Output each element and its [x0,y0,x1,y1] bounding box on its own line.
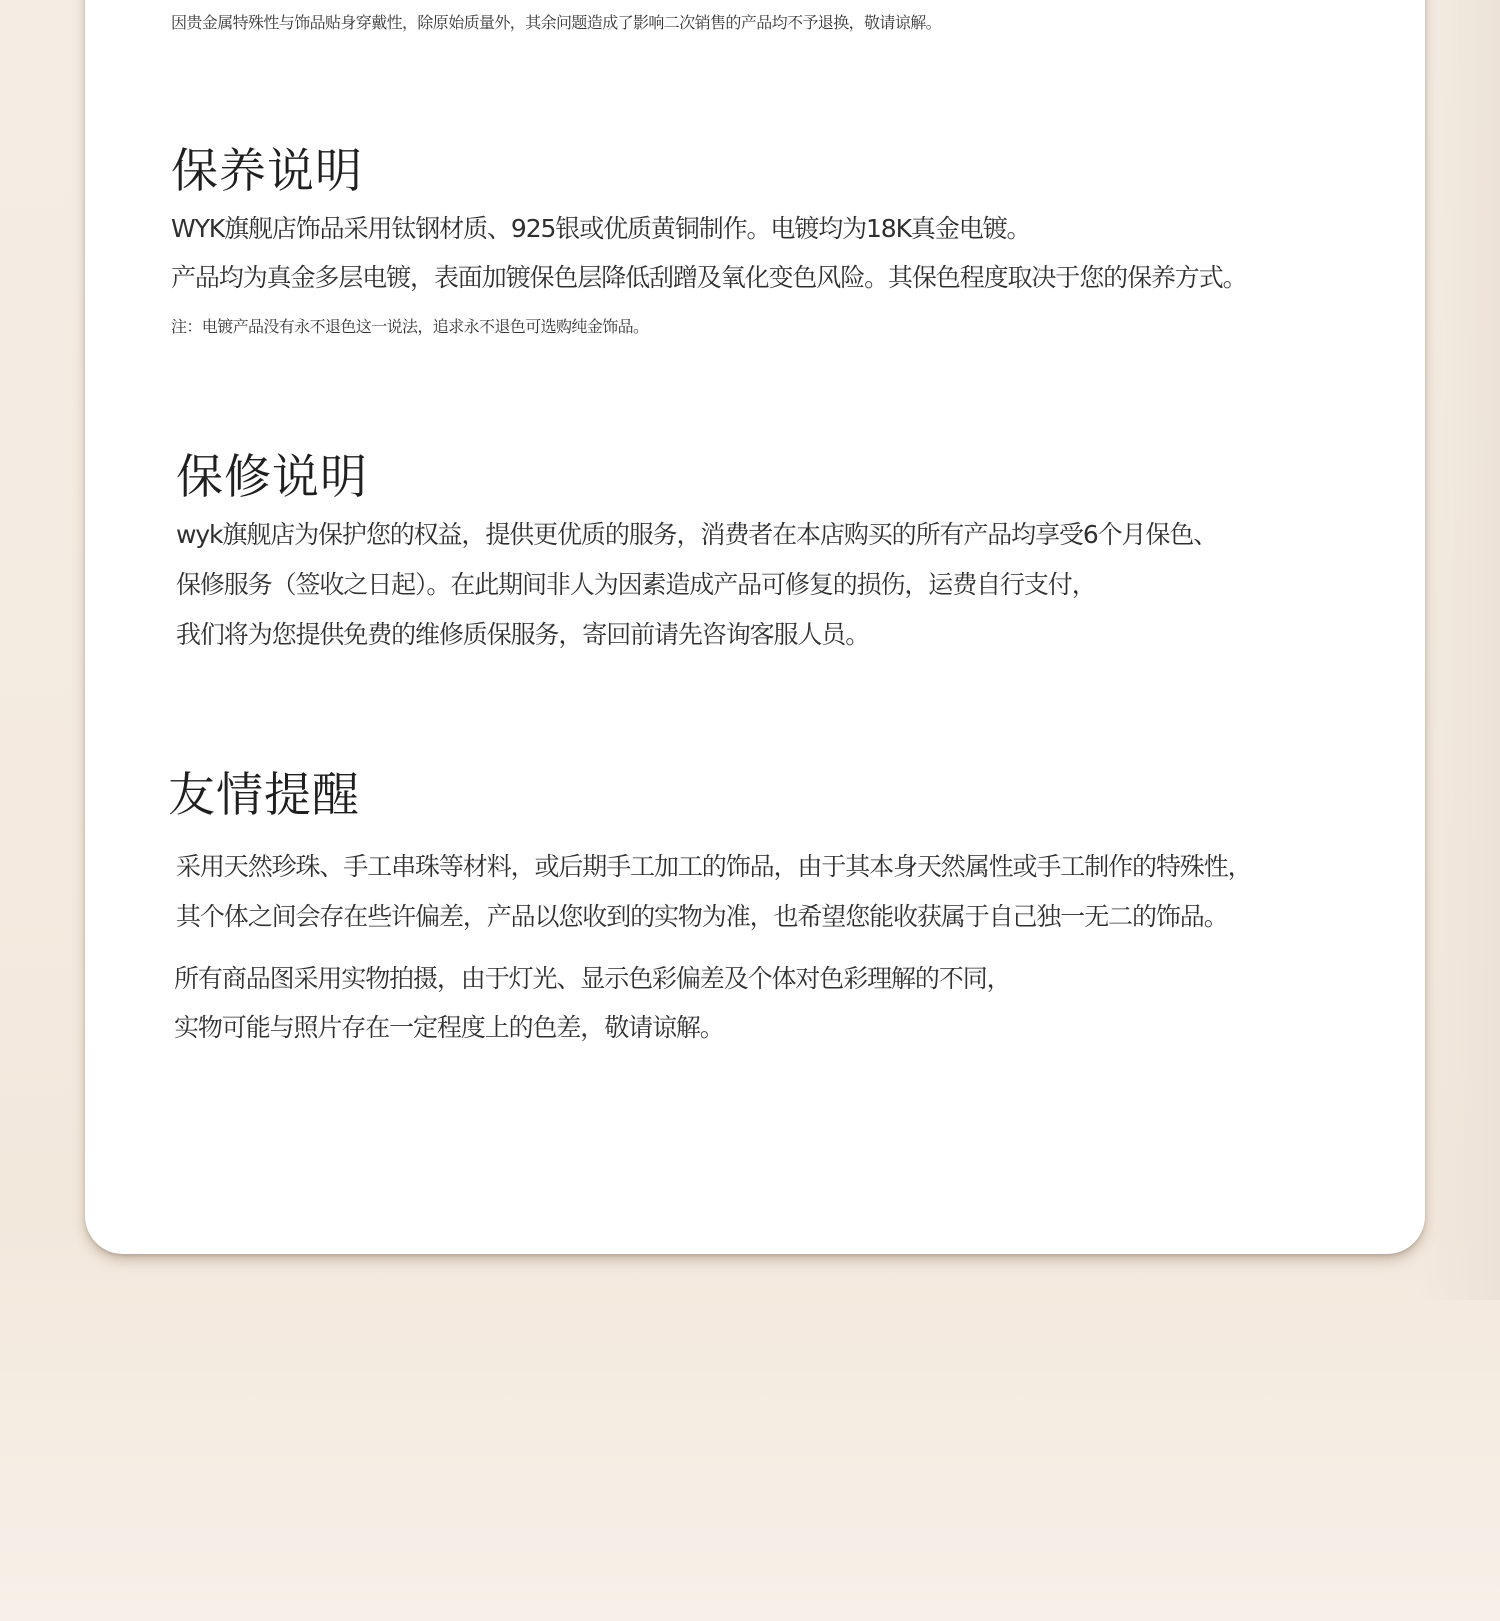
care-line-1: WYK旗舰店饰品采用钛钢材质、925银或优质黄铜制作。电镀均为18K真金电镀。 [171,214,1031,243]
warranty-line-1: wyk旗舰店为保护您的权益，提供更优质的服务，消费者在本店购买的所有产品均享受6个月保色、 [176,520,1218,549]
care-note: 注：电镀产品没有永不退色这一说法，追求永不退色可选购纯金饰品。 [171,317,649,336]
reminder-line-3: 所有商品图采用实物拍摄，由于灯光、显示色彩偏差及个体对色彩理解的不同， [174,964,1011,993]
warranty-title: 保修说明 [176,450,368,505]
care-section [171,144,1247,336]
care-line-2: 产品均为真金多层电镀，表面加镀保色层降低刮蹭及氧化变色风险。其保色程度取决于您的保养方式。 [171,263,1247,292]
warranty-section [176,450,1218,649]
reminder-line-2: 其个体之间会存在些许偏差，产品以您收到的实物为准，也希望您能收获属于自己独一无二的饰品。 [176,902,1228,931]
reminder-line-1: 采用天然珍珠、手工串珠等材料，或后期手工加工的饰品，由于其本身天然属性或手工制作的特殊性， [176,852,1252,881]
return-policy-note: 因贵金属特殊性与饰品贴身穿戴性，除原始质量外，其余问题造成了影响二次销售的产品均不予退换，敬请谅解。 [171,13,942,32]
reminder-line-4: 实物可能与照片存在一定程度上的色差，敬请谅解。 [174,1013,724,1042]
warranty-line-3: 我们将为您提供免费的维修质保服务，寄回前请先咨询客服人员。 [176,620,870,649]
reminder-title: 友情提醒 [168,768,360,823]
care-title: 保养说明 [171,144,363,199]
reminder-section [168,768,1252,1042]
page-background-edge [1420,0,1500,1300]
warranty-line-2: 保修服务（签收之日起）。在此期间非人为因素造成产品可修复的损伤，运费自行支付， [176,570,1096,599]
